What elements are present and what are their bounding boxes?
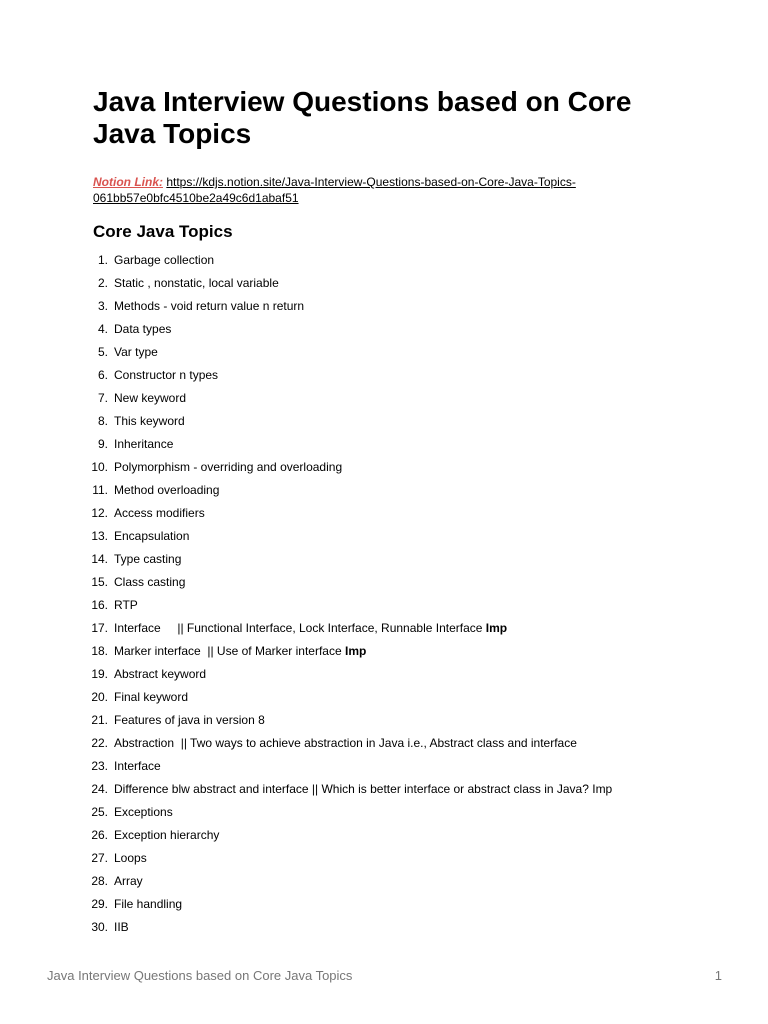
list-item: [80, 386, 612, 409]
list-item-number: 26.: [91, 827, 108, 842]
notion-url-link[interactable]: https://kdjs.notion.site/Java-Interview-Questions-based-on-Core-Java-Topics-061bb57e0bfc4510be2a49c6d1abaf51: [93, 175, 576, 205]
list-item: [80, 685, 612, 708]
list-item-number: 23.: [91, 758, 108, 773]
list-item-text: Exceptions: [114, 804, 173, 819]
list-item-number: 25.: [91, 804, 108, 819]
list-item-number: 22.: [91, 735, 108, 750]
list-item: [80, 455, 612, 478]
list-item: [80, 501, 612, 524]
list-item-text: Interface || Functional Interface, Lock Interface, Runnable Interface: [114, 620, 486, 635]
list-item-text: Var type: [114, 344, 158, 359]
list-item-number: 7.: [97, 390, 108, 405]
list-item-text: Inheritance: [114, 436, 174, 451]
list-item-number: 12.: [91, 505, 108, 520]
list-item-text: Marker interface || Use of Marker interface: [114, 643, 345, 658]
list-item-number: 18.: [91, 643, 108, 658]
list-item-number: 30.: [91, 919, 108, 934]
list-item: [80, 409, 612, 432]
topic-list: [80, 248, 612, 938]
list-item-number: 24.: [91, 781, 108, 796]
list-item-text: Array: [114, 873, 143, 888]
list-item-number: 3.: [97, 298, 108, 313]
list-item-text: Abstract keyword: [114, 666, 207, 681]
list-item-number: 21.: [91, 712, 108, 727]
list-item-number: 29.: [91, 896, 108, 911]
list-item-text: Encapsulation: [114, 528, 190, 543]
list-item: [80, 639, 612, 662]
list-item-text: Difference blw abstract and interface || Which is better interface or abstract class in Java? Imp: [114, 781, 613, 796]
list-item-number: 4.: [97, 321, 108, 336]
list-item: [80, 754, 612, 777]
list-item-number: 19.: [91, 666, 108, 681]
list-item-text: Method overloading: [114, 482, 220, 497]
list-item: [80, 248, 612, 271]
list-item-text: Data types: [114, 321, 172, 336]
list-item-text: File handling: [114, 896, 183, 911]
list-item-text: Class casting: [114, 574, 186, 589]
list-item: [80, 892, 612, 915]
footer-title: Java Interview Questions based on Core Java Topics: [47, 968, 353, 983]
list-item: [80, 294, 612, 317]
list-item-text: Access modifiers: [114, 505, 205, 520]
footer-page-number: 1: [714, 968, 722, 983]
list-item: [80, 915, 612, 938]
list-item: [80, 593, 612, 616]
list-item-text: Garbage collection: [114, 252, 215, 267]
list-item-text: IIB: [114, 919, 129, 934]
list-item: [80, 317, 612, 340]
list-item-text: Static , nonstatic, local variable: [114, 275, 279, 290]
list-item-number: 1.: [97, 252, 108, 267]
list-item-text: Features of java in version 8: [114, 712, 265, 727]
list-item-number: 14.: [91, 551, 108, 566]
list-item-number: 27.: [91, 850, 108, 865]
list-item-number: 20.: [91, 689, 108, 704]
list-item-number: 15.: [91, 574, 108, 589]
list-item: [80, 616, 612, 639]
imp-marker: Imp: [344, 643, 367, 658]
list-item: [80, 570, 612, 593]
list-item-text: RTP: [114, 597, 138, 612]
list-item: [80, 823, 612, 846]
notion-link-label: Notion Link:: [93, 175, 163, 189]
list-item-text: Methods - void return value n return: [114, 298, 305, 313]
list-item-number: 9.: [97, 436, 108, 451]
list-item-text: Interface: [114, 758, 161, 773]
list-item-number: 10.: [91, 459, 108, 474]
list-item: [80, 662, 612, 685]
list-item: [80, 800, 612, 823]
list-item-number: 13.: [91, 528, 108, 543]
list-item-text: Final keyword: [114, 689, 189, 704]
list-item: [80, 708, 612, 731]
list-item: [80, 363, 612, 386]
section-heading: Core Java Topics: [93, 222, 233, 241]
list-item-number: 5.: [97, 344, 108, 359]
list-item-number: 28.: [91, 873, 108, 888]
notion-link-line: [93, 174, 593, 206]
list-item: [80, 524, 612, 547]
list-item: [80, 478, 612, 501]
list-item-number: 11.: [92, 482, 108, 497]
list-item-number: 16.: [91, 597, 108, 612]
list-item-text: Type casting: [114, 551, 182, 566]
list-item-text: New keyword: [114, 390, 187, 405]
list-item: [80, 547, 612, 570]
list-item-text: Loops: [114, 850, 147, 865]
list-item-text: Polymorphism - overriding and overloading: [114, 459, 343, 474]
list-item-text: Exception hierarchy: [114, 827, 220, 842]
list-item-number: 2.: [97, 275, 108, 290]
list-item-text: Constructor n types: [114, 367, 219, 382]
list-item: [80, 432, 612, 455]
list-item: [80, 846, 612, 869]
imp-marker: Imp: [485, 620, 508, 635]
list-item-number: 8.: [97, 413, 108, 428]
list-item: [80, 271, 612, 294]
list-item: [80, 869, 612, 892]
list-item: [80, 731, 612, 754]
list-item-number: 6.: [97, 367, 108, 382]
list-item: [80, 777, 612, 800]
page-title: Java Interview Questions based on Core Java Topics: [93, 86, 632, 149]
list-item: [80, 340, 612, 363]
list-item-text: Abstraction || Two ways to achieve abstraction in Java i.e., Abstract class and interface: [114, 735, 577, 750]
list-item-number: 17.: [91, 620, 108, 635]
list-item-text: This keyword: [114, 413, 185, 428]
